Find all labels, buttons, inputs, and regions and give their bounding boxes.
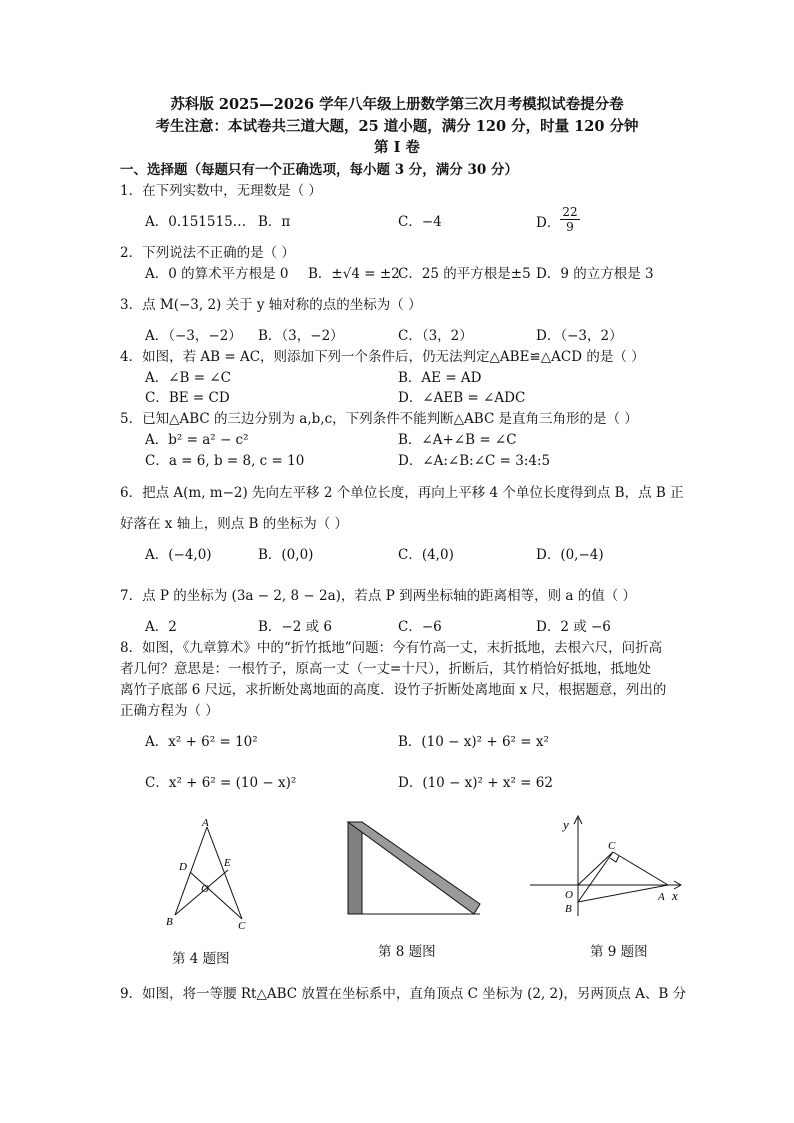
q7-option-d: D．2 或 −6: [536, 619, 611, 635]
q5-option-a: A．b² = a² − c²: [145, 432, 249, 448]
q1-option-d-label: D．: [536, 215, 561, 231]
q4-option-c: C．BE = CD: [145, 390, 230, 406]
fig4-label-e: E: [224, 857, 231, 869]
exam-title: 苏科版 2025—2026 学年八年级上册数学第三次月考模拟试卷提分卷: [170, 96, 624, 113]
fraction-denominator: 9: [566, 220, 574, 234]
fig9-label-x: x: [672, 888, 678, 903]
q6-line-1: 6．把点 A(m, m−2) 先向左平移 2 个单位长度，再向上平移 4 个单位长度得到点 B，点 B 正: [120, 485, 684, 501]
q6-option-d: D．(0,−4): [536, 547, 604, 563]
q7-option-c: C．−6: [398, 619, 442, 635]
fig9-caption: 第 9 题图: [590, 944, 648, 960]
fraction: [560, 205, 579, 234]
exam-notice: 考生注意：本试卷共三道大题，25 道小题，满分 120 分，时量 120 分钟: [155, 118, 639, 135]
q5-option-d: D．∠A:∠B:∠C = 3:4:5: [398, 453, 551, 469]
q4-option-a: A．∠B = ∠C: [145, 370, 232, 386]
q5-option-b: B．∠A+∠B = ∠C: [398, 432, 517, 448]
fig8-caption: 第 8 题图: [378, 944, 436, 960]
fig9-label-o: O: [565, 889, 573, 901]
q1-option-c: C．−4: [398, 214, 442, 230]
q7-stem: 7．点 P 的坐标为 (3a − 2, 8 − 2a)，若点 P 到两坐标轴的距离相等，则 a 的值（ ）: [120, 588, 636, 604]
q6-option-c: C．(4,0): [398, 547, 454, 563]
section-heading: 一、选择题（每题只有一个正确选项，每小题 3 分，满分 30 分）: [120, 162, 518, 178]
fig9-label-y: y: [563, 817, 569, 832]
q1-stem: 1．在下列实数中，无理数是（ ）: [120, 183, 322, 199]
q4-stem: 4．如图，若 AB = AC，则添加下列一个条件后，仍无法判定△ABE≌△ACD 的是（ ）: [120, 349, 645, 365]
q8-option-d: D．(10 − x)² + x² = 62: [398, 775, 553, 791]
q6-line-2: 好落在 x 轴上，则点 B 的坐标为（ ）: [120, 516, 348, 532]
q3-option-b: B．（3，−2）: [258, 328, 344, 344]
q8-option-b: B．(10 − x)² + 6² = x²: [398, 734, 549, 750]
q4-option-b: B．AE = AD: [398, 370, 482, 386]
q3-stem: 3．点 M(−3, 2) 关于 y 轴对称的点的坐标为（ ）: [120, 297, 422, 313]
q4-option-d: D．∠AEB = ∠ADC: [398, 390, 526, 406]
fig4-caption: 第 4 题图: [172, 951, 230, 967]
figure-4-triangle: [160, 815, 260, 935]
q7-option-a: A．2: [145, 619, 177, 635]
q8-line-3: 离竹子底部 6 尺远，求折断处离地面的高度．设竹子折断处离地面 x 尺，根据题意，列出的: [120, 682, 667, 698]
q8-line-2: 者几何？意思是：一根竹子，原高一丈（一丈=十尺），折断后，其竹梢恰好抵地，抵地处: [120, 661, 652, 677]
q3-option-c: C．（3，2）: [398, 328, 473, 344]
q3-option-d: D．（−3，2）: [536, 328, 623, 344]
q1-option-a: A．0.151515…: [145, 214, 247, 230]
fig4-label-b: B: [166, 916, 173, 928]
q2-option-a: A．0 的算术平方根是 0: [145, 266, 289, 282]
fig4-label-c: C: [238, 920, 246, 932]
fig9-label-c: C: [608, 840, 616, 852]
fig9-label-b: B: [565, 903, 572, 915]
q9-stem: 9．如图，将一等腰 Rt△ABC 放置在坐标系中，直角顶点 C 坐标为 (2, 2)，另两顶点 A、B 分: [120, 986, 687, 1002]
volume-heading: 第 I 卷: [374, 139, 420, 156]
q8-line-1: 8．如图，《九章算术》中的“折竹抵地”问题：今有竹高一丈，末折抵地，去根六尺，问折高: [120, 640, 663, 656]
q2-option-b: B．±√4 = ±2: [308, 266, 400, 282]
q2-option-d: D．9 的立方根是 3: [536, 266, 654, 282]
figure-8-bamboo: [340, 818, 485, 920]
q2-stem: 2．下列说法不正确的是（ ）: [120, 245, 295, 261]
q5-option-c: C．a = 6, b = 8, c = 10: [145, 453, 305, 469]
fig4-label-a: A: [202, 817, 209, 829]
fraction-numerator: 22: [562, 205, 578, 219]
q1-option-b: B．π: [258, 214, 291, 230]
fig4-label-d: D: [179, 861, 187, 873]
q8-option-a: A．x² + 6² = 10²: [145, 734, 258, 750]
q8-line-4: 正确方程为（ ）: [120, 703, 219, 719]
fig9-label-a: A: [658, 891, 665, 903]
q6-option-a: A．(−4,0): [145, 547, 212, 563]
q6-option-b: B．(0,0): [258, 547, 314, 563]
figure-9-coordinate: [525, 812, 690, 922]
q1-option-d: [536, 205, 580, 234]
fig4-label-o: O: [201, 883, 209, 895]
q8-option-c: C．x² + 6² = (10 − x)²: [145, 775, 297, 791]
q7-option-b: B．−2 或 6: [258, 619, 332, 635]
q2-option-c: C．25 的平方根是±5: [398, 266, 531, 282]
q3-option-a: A．（−3，−2）: [145, 328, 242, 344]
q5-stem: 5．已知△ABC 的三边分别为 a,b,c，下列条件不能判断△ABC 是直角三角形的是（ ）: [120, 411, 638, 427]
